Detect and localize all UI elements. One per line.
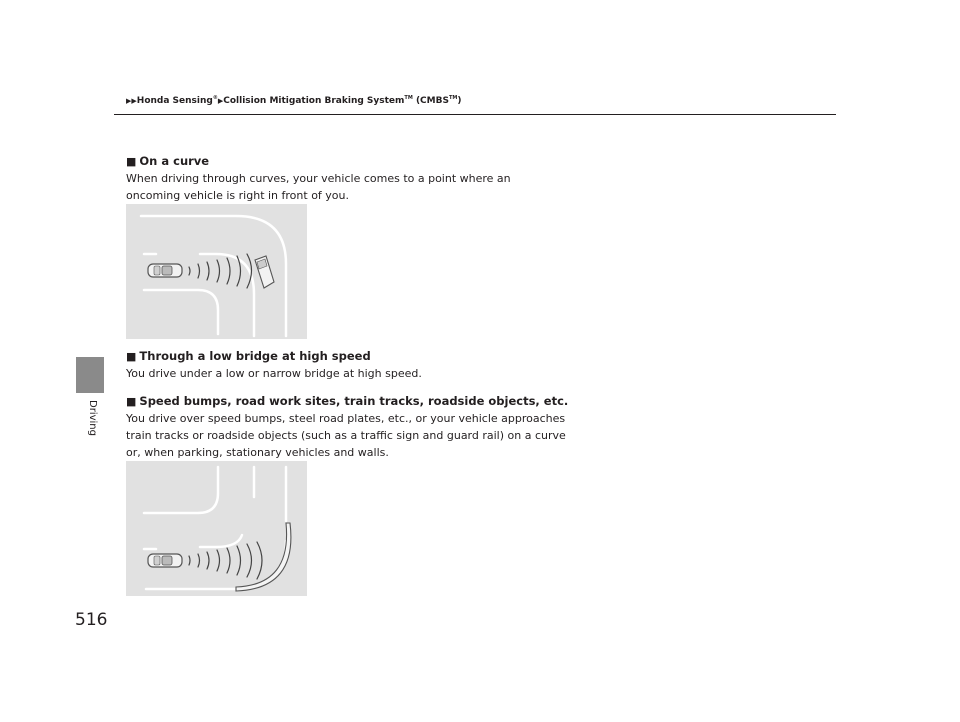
section-title: ■ On a curve: [126, 154, 210, 168]
registered-mark: ®: [212, 95, 218, 101]
header-rule: [114, 114, 836, 115]
guard-rail-illustration: [126, 461, 307, 596]
section-body: You drive under a low or narrow bridge at high speed.: [126, 367, 422, 380]
section-title: ■ Speed bumps, road work sites, train tracks, roadside objects, etc.: [126, 394, 569, 408]
curve-illustration: [126, 204, 307, 339]
section-on-a-curve: [126, 153, 576, 204]
curve-diagram-svg: [126, 204, 307, 339]
section-body: You drive over speed bumps, steel road plates, etc., or your vehicle approaches train tracks or roadside objects (such as a traffic sign and guard rail) on a curve or, when parking, stationary vehicles and walls.: [126, 412, 566, 459]
breadcrumb-arrow-icon: ▶: [126, 97, 132, 105]
trademark-mark: TM: [448, 95, 458, 101]
section-speed-bumps: [126, 393, 576, 461]
page-number: 516: [75, 610, 108, 630]
bullet-square-icon: ■: [126, 350, 137, 363]
car-icon: [148, 554, 182, 567]
section-body: When driving through curves, your vehicle comes to a point where an oncoming vehicle is right in front of you.: [126, 172, 511, 202]
breadcrumb-arrow-icon: ▶: [217, 97, 224, 105]
radar-waves-icon: [189, 254, 252, 288]
section-title: ■ Through a low bridge at high speed: [126, 349, 371, 363]
guard-rail-diagram-svg: [126, 461, 307, 596]
breadcrumb: [126, 95, 461, 106]
guard-rail-icon: [236, 523, 291, 591]
chapter-label: Driving: [87, 400, 98, 436]
breadcrumb-honda-sensing[interactable]: Honda Sensing: [136, 96, 213, 106]
car-icon: [148, 264, 182, 277]
breadcrumb-paren-close: ): [457, 96, 462, 106]
trademark-mark: TM: [404, 95, 413, 101]
breadcrumb-cmbs[interactable]: Collision Mitigation Braking System: [223, 96, 405, 106]
chapter-tab[interactable]: [76, 357, 104, 393]
bullet-square-icon: ■: [126, 155, 137, 168]
breadcrumb-arrow-icon: ▶: [131, 97, 137, 105]
breadcrumb-paren-open: (CMBS: [412, 96, 449, 106]
oncoming-car-icon: [255, 256, 274, 288]
section-low-bridge: [126, 348, 576, 382]
bullet-square-icon: ■: [126, 395, 137, 408]
